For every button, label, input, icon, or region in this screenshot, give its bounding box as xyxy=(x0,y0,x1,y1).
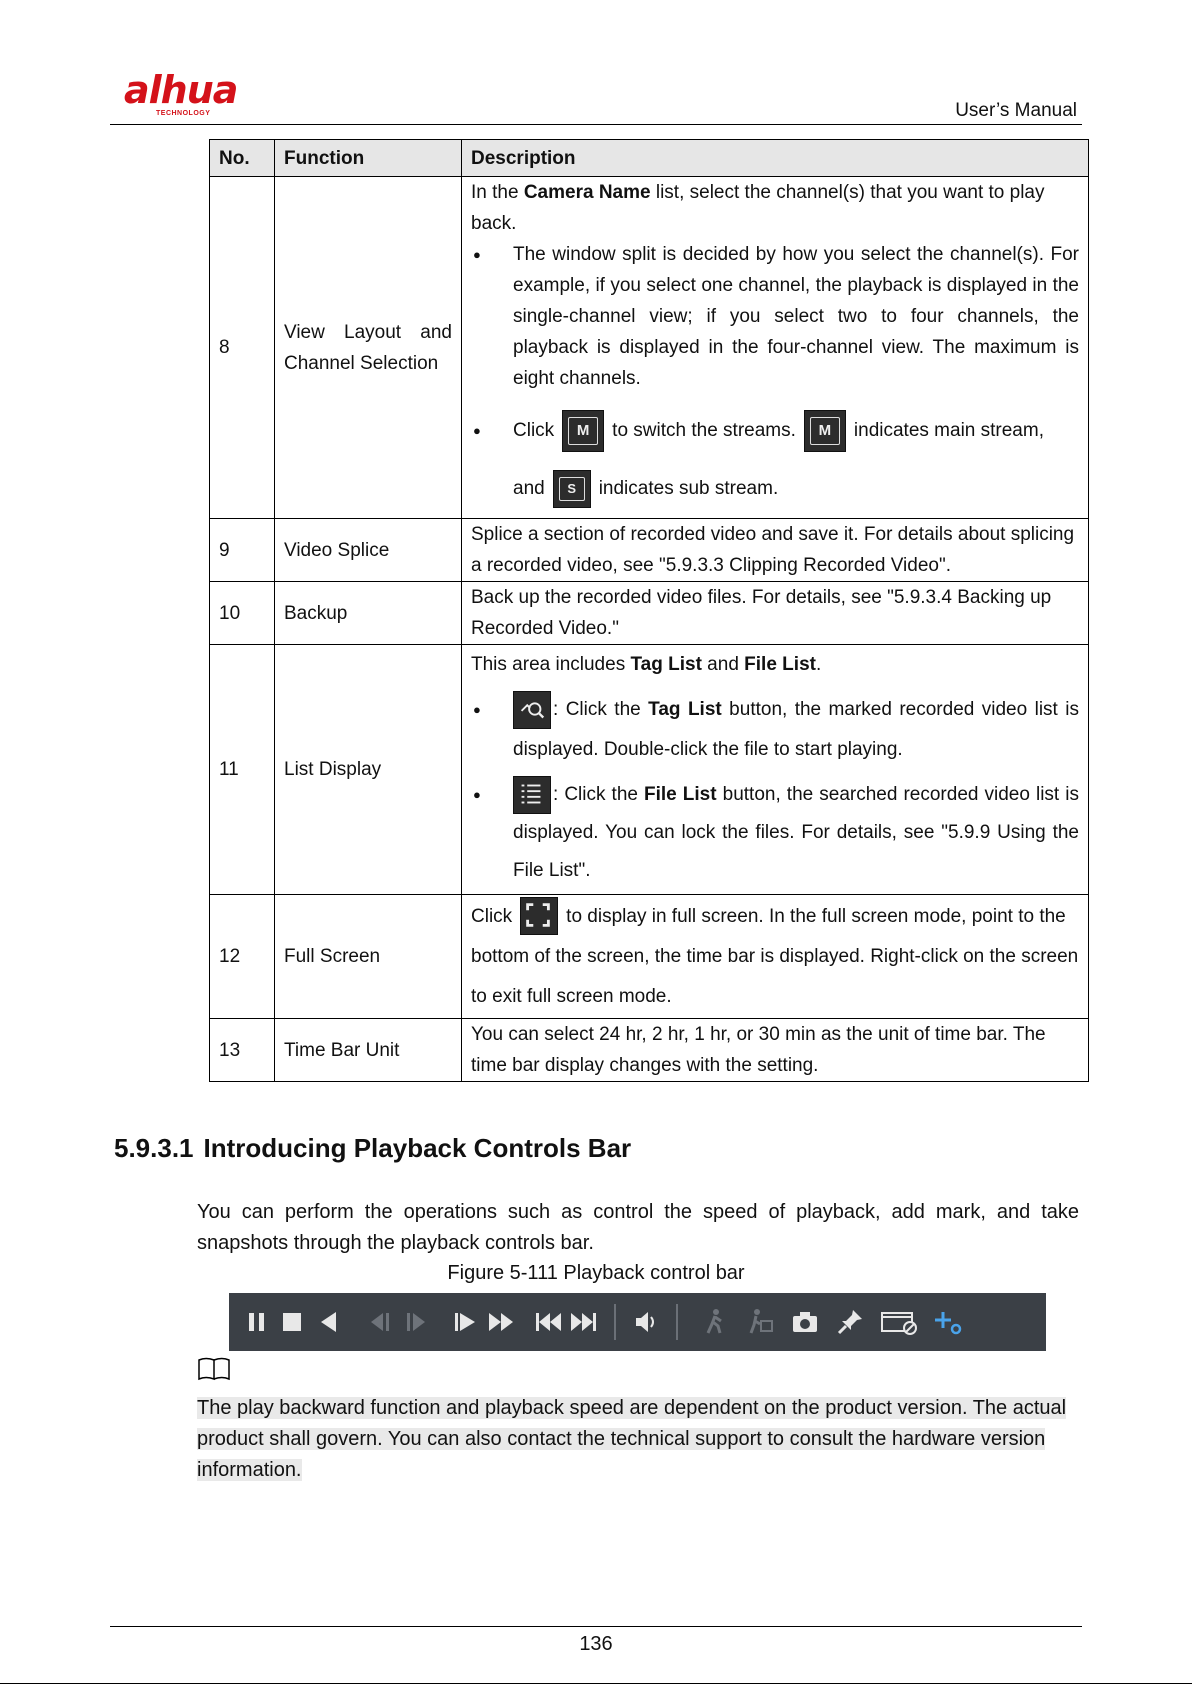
desc-text: list, select the channel(s) that you want to play back. xyxy=(471,182,1045,234)
bullet-text: button, the searched recorded video list is displayed. You can lock the files. For details, see "5.9.9 Using the File List". xyxy=(513,784,1079,881)
bullet-item xyxy=(471,690,1079,770)
table-row xyxy=(210,177,1089,519)
note-text xyxy=(197,1393,1077,1486)
desc-text: In the xyxy=(471,182,524,203)
bullet-bold: File List xyxy=(644,784,717,805)
add-tag-icon xyxy=(933,1307,963,1337)
note-content: The play backward function and playback speed are dependent on the product version. The actual product shall govern. You can also contact the technical support to consult the hardware version information. xyxy=(197,1397,1067,1481)
table-row xyxy=(210,895,1089,1019)
row-description: You can select 24 hr, 2 hr, 1 hr, or 30 min as the unit of time bar. The time bar display changes with the setting. xyxy=(462,1019,1089,1082)
row-description: Splice a section of recorded video and save it. For details about splicing a recorded video, see "5.9.3.3 Clipping Recorded Video". xyxy=(462,519,1089,582)
slow-backward-icon xyxy=(365,1307,395,1337)
desc-text: Click xyxy=(471,905,513,927)
figure-caption: Figure 5-111 Playback control bar xyxy=(447,1262,745,1284)
note-book-icon xyxy=(197,1355,231,1381)
icon-letter: M xyxy=(568,417,598,445)
table-row xyxy=(210,582,1089,645)
row-function: List Display xyxy=(275,645,462,895)
row-description xyxy=(462,645,1089,895)
row-no: 10 xyxy=(210,582,275,645)
full-screen-icon xyxy=(520,897,558,935)
header-function: Function xyxy=(275,140,462,177)
header-divider xyxy=(110,124,1082,125)
bullet-text: indicates sub stream. xyxy=(598,478,779,499)
row-function: Full Screen xyxy=(275,895,462,1019)
icon-letter: S xyxy=(559,477,585,501)
desc-text: This area includes xyxy=(471,653,631,675)
header-description: Description xyxy=(462,140,1089,177)
main-stream-icon xyxy=(804,410,846,452)
desc-line xyxy=(471,897,1079,1017)
bullet-text: : Click the xyxy=(553,784,645,805)
icon-letter: M xyxy=(810,417,840,445)
section-paragraph: You can perform the operations such as control the speed of playback, add mark, and take snapshots through the playback controls bar. xyxy=(197,1201,1079,1254)
footer-divider xyxy=(110,1626,1082,1627)
bullet-text: : Click the xyxy=(553,698,649,720)
table-row xyxy=(210,1019,1089,1082)
row-description xyxy=(462,177,1089,519)
desc-text: and xyxy=(701,653,745,675)
desc-intro xyxy=(471,649,1079,680)
section-title: Introducing Playback Controls Bar xyxy=(203,1133,632,1163)
row-no: 13 xyxy=(210,1019,275,1082)
bullet-text: and xyxy=(513,478,545,499)
desc-bold: Tag List xyxy=(630,653,702,675)
bullet-text: The window split is decided by how you select the channel(s). For example, if you select one channel, the playback is displayed in the single-channel view; if you select two to four channels, the playback is displayed in the four-channel view. The maximum is eight channels. xyxy=(513,244,1079,389)
desc-bold: File List xyxy=(744,653,816,675)
snapshot-icon xyxy=(790,1307,820,1337)
bullet-text: Click xyxy=(513,420,555,441)
file-list-icon xyxy=(513,776,551,814)
play-backward-icon xyxy=(314,1307,344,1337)
row-function: Backup xyxy=(275,582,462,645)
toolbar-separator xyxy=(676,1304,678,1340)
slow-forward-icon xyxy=(401,1307,431,1337)
human-detection-icon xyxy=(700,1307,730,1337)
row-no: 9 xyxy=(210,519,275,582)
volume-icon xyxy=(631,1307,661,1337)
row-no: 12 xyxy=(210,895,275,1019)
manual-title: User’s Manual xyxy=(955,100,1077,121)
sub-stream-icon xyxy=(553,470,591,508)
section-heading xyxy=(114,1133,631,1164)
dahua-logo xyxy=(120,68,260,120)
playback-control-bar xyxy=(229,1293,1046,1351)
bullet-item xyxy=(471,402,1079,518)
smart-search-icon xyxy=(880,1307,920,1337)
bullet-bold: Tag List xyxy=(648,698,722,720)
table-row xyxy=(210,519,1089,582)
row-no: 8 xyxy=(210,177,275,519)
vehicle-detection-icon xyxy=(745,1307,775,1337)
toolbar-separator xyxy=(614,1304,616,1340)
function-table xyxy=(209,139,1089,1082)
desc-intro xyxy=(471,177,1079,239)
main-stream-icon xyxy=(562,410,604,452)
previous-frame-icon xyxy=(533,1307,563,1337)
header-no: No. xyxy=(210,140,275,177)
table-header-row xyxy=(210,140,1089,177)
stop-icon xyxy=(278,1307,308,1337)
desc-text: . xyxy=(815,653,822,675)
logo-tagline: TECHNOLOGY xyxy=(156,110,211,117)
next-frame-icon xyxy=(569,1307,599,1337)
table-row xyxy=(210,645,1089,895)
bullet-item xyxy=(471,776,1079,890)
pause-icon xyxy=(242,1307,272,1337)
page-number: 136 xyxy=(579,1633,613,1655)
bullet-text: button, the marked recorded video list is displayed. Double-click the file to start playing. xyxy=(513,698,1079,760)
bullet-item xyxy=(471,239,1079,394)
row-description xyxy=(462,895,1089,1019)
row-description: Back up the recorded video files. For details, see "5.9.3.4 Backing up Recorded Video." xyxy=(462,582,1089,645)
tag-list-icon xyxy=(513,691,551,729)
add-mark-icon xyxy=(835,1307,865,1337)
row-function: View Layout and Channel Selection xyxy=(275,177,462,519)
bullet-text: indicates main stream, xyxy=(853,420,1044,441)
row-function: Time Bar Unit xyxy=(275,1019,462,1082)
section-number: 5.9.3.1 xyxy=(114,1133,194,1163)
row-no: 11 xyxy=(210,645,275,895)
fast-forward-icon xyxy=(486,1307,516,1337)
slow-play-icon xyxy=(450,1307,480,1337)
logo-wordmark: alhua xyxy=(124,68,238,112)
desc-text: to display in full screen. In the full screen mode, point to the bottom of the screen, the time bar is displayed. Right-click on the screen to exit full screen mode. xyxy=(471,905,1079,1007)
row-function: Video Splice xyxy=(275,519,462,582)
bullet-text: to switch the streams. xyxy=(612,420,796,441)
desc-bold: Camera Name xyxy=(523,182,651,203)
page-bottom-edge xyxy=(0,1683,1192,1684)
